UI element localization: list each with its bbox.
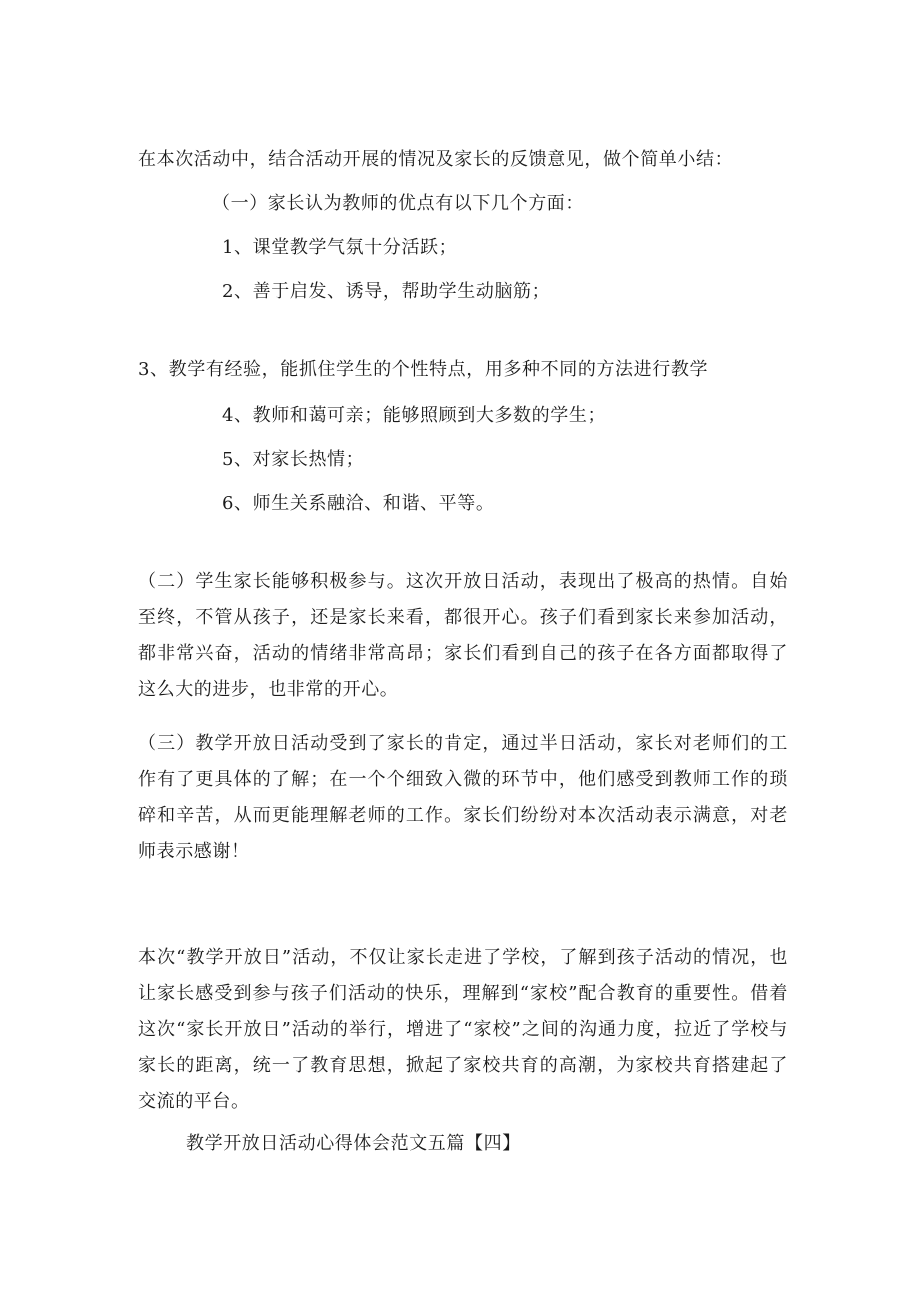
section2-paragraph: （二）学生家长能够积极参与。这次开放日活动，表现出了极高的热情。自始至终，不管从孩子，还是家长来看，都很开心。孩子们看到家长来参加活动，都非常兴奋，活动的情绪非常高昂；家长们看到自己的孩子在各方面都取得了这么大的进步，也非常的开心。 [138,571,788,700]
next-section-title: 教学开放日活动心得体会范文五篇【四】 [186,1133,521,1154]
point-2: 2、善于启发、诱导，帮助学生动脑筋； [222,281,551,302]
section1-heading: （一）家长认为教师的优点有以下几个方面： [212,193,584,214]
intro-text: 在本次活动中，结合活动开展的情况及家长的反馈意见，做个简单小结： [138,149,734,170]
conclusion-paragraph: 本次“教学开放日”活动，不仅让家长走进了学校，了解到孩子活动的情况，也让家长感受到参与孩子们活动的快乐，理解到“家校”配合教育的重要性。借着这次“家长开放日”活动的举行，增进了“家校”之间的沟通力度，拉近了学校与家长的距离，统一了教育思想，掀起了家校共育的高潮，为家校共育搭建起了交流的平台。 [138,947,788,1112]
point-1: 1、课堂教学气氛十分活跃； [222,237,458,258]
point-5: 5、对家长热情； [222,449,365,470]
point-6: 6、师生关系融洽、和谐、平等。 [222,493,495,514]
point-4: 4、教师和蔼可亲；能够照顾到大多数的学生； [222,405,607,426]
point-3: 3、教学有经验，能抓住学生的个性特点，用多种不同的方法进行教学 [138,359,709,380]
section3-paragraph: （三）教学开放日活动受到了家长的肯定，通过半日活动，家长对老师们的工作有了更具体的了解；在一个个细致入微的环节中，他们感受到教师工作的琐碎和辛苦，从而更能理解老师的工作。家长们纷纷对本次活动表示满意，对老师表示感谢！ [138,733,788,862]
